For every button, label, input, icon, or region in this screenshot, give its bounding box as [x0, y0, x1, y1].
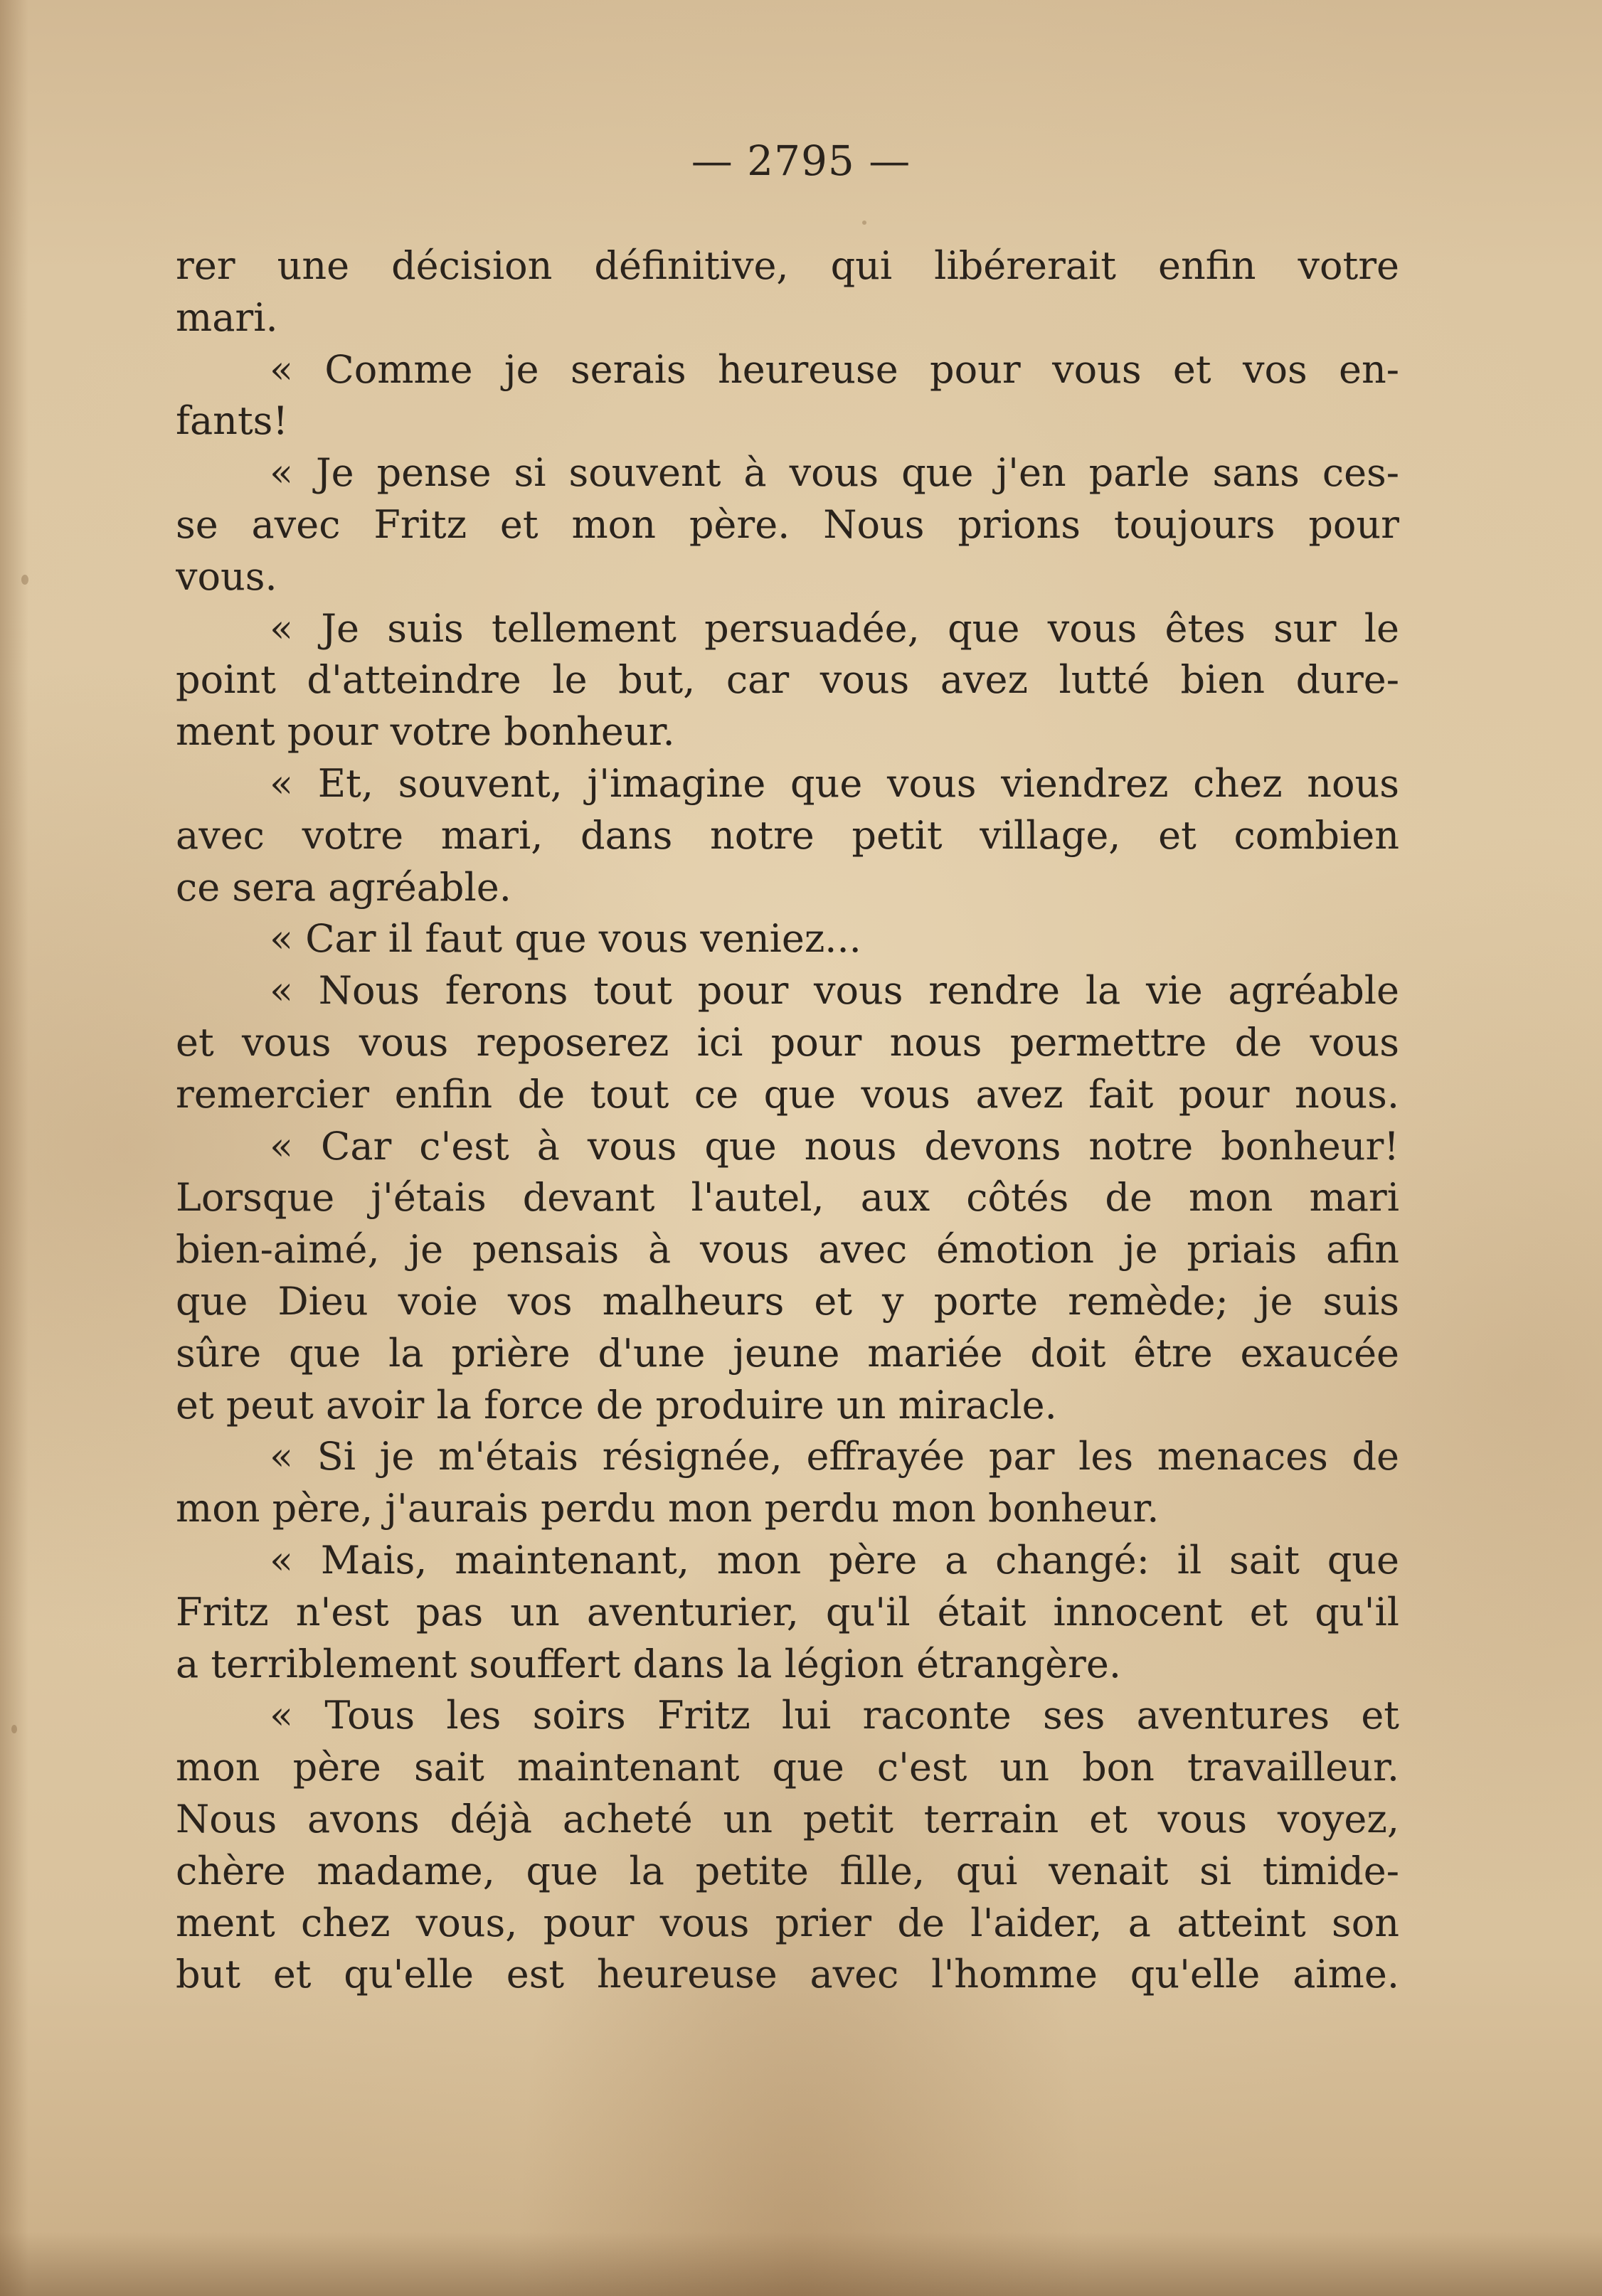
text-line: ment pour votre bonheur.: [176, 709, 675, 755]
text-line: avec votre mari, dans notre petit village, et combien: [176, 812, 1399, 858]
text-line: ce sera agréable.: [176, 864, 511, 910]
text-line: sûre que la prière d'une jeune mariée doit être exaucée: [176, 1330, 1399, 1376]
text-line: but et qu'elle est heureuse avec l'homme qu'elle aime.: [176, 1952, 1399, 1997]
text-line: « Je suis tellement persuadée, que vous êtes sur le: [270, 605, 1399, 651]
text-line: fants!: [176, 398, 289, 444]
text-line: « Car c'est à vous que nous devons notre bonheur!: [270, 1123, 1399, 1169]
page-shadow-bottom: [0, 2232, 1602, 2296]
text-line: « Si je m'étais résignée, effrayée par les menaces de: [270, 1434, 1399, 1479]
paper-spot: [11, 1725, 17, 1733]
text-line: bien-aimé, je pensais à vous avec émotion je priais afin: [176, 1227, 1399, 1272]
text-line: mon père, j'aurais perdu mon perdu mon bonheur.: [176, 1486, 1160, 1531]
text-line: vous.: [176, 553, 277, 599]
text-line: et vous vous reposerez ici pour nous permettre de vous: [176, 1019, 1399, 1065]
text-line: que Dieu voie vos malheurs et y porte remède; je suis: [176, 1278, 1399, 1324]
text-line: Fritz n'est pas un aventurier, qu'il était innocent et qu'il: [176, 1589, 1399, 1635]
body-text: [176, 240, 1399, 2001]
page-number: — 2795 —: [691, 137, 911, 185]
text-line: se avec Fritz et mon père. Nous prions toujours pour: [176, 501, 1399, 547]
text-line: « Comme je serais heureuse pour vous et vos en-: [270, 346, 1399, 392]
text-line: « Et, souvent, j'imagine que vous viendrez chez nous: [270, 760, 1399, 806]
text-line: remercier enfin de tout ce que vous avez fait pour nous.: [176, 1071, 1399, 1117]
text-line: et peut avoir la force de produire un miracle.: [176, 1382, 1057, 1428]
text-line: Nous avons déjà acheté un petit terrain et vous voyez,: [176, 1796, 1399, 1841]
text-line: Lorsque j'étais devant l'autel, aux côtés de mon mari: [176, 1175, 1399, 1221]
text-line: « Car il faut que vous veniez...: [270, 916, 861, 962]
text-line: « Tous les soirs Fritz lui raconte ses aventures et: [270, 1693, 1399, 1738]
paper-spot: [21, 575, 28, 585]
text-line: « Mais, maintenant, mon père a changé: il sait que: [270, 1537, 1399, 1583]
text-line: point d'atteindre le but, car vous avez lutté bien dure-: [176, 657, 1399, 703]
text-line: rer une décision définitive, qui libérerait enfin votre: [176, 243, 1399, 288]
paper-spot: [862, 220, 866, 225]
text-line: a terriblement souffert dans la légion étrangère.: [176, 1641, 1121, 1686]
text-line: chère madame, que la petite fille, qui venait si timide-: [176, 1848, 1399, 1893]
text-line: « Nous ferons tout pour vous rendre la vie agréable: [270, 968, 1399, 1014]
text-line: mon père sait maintenant que c'est un bon travailleur.: [176, 1745, 1399, 1790]
page-shadow-left: [0, 0, 28, 2296]
text-line: ment chez vous, pour vous prier de l'aider, a atteint son: [176, 1900, 1399, 1945]
text-line: « Je pense si souvent à vous que j'en parle sans ces-: [270, 450, 1399, 496]
text-line: mari.: [176, 294, 278, 340]
